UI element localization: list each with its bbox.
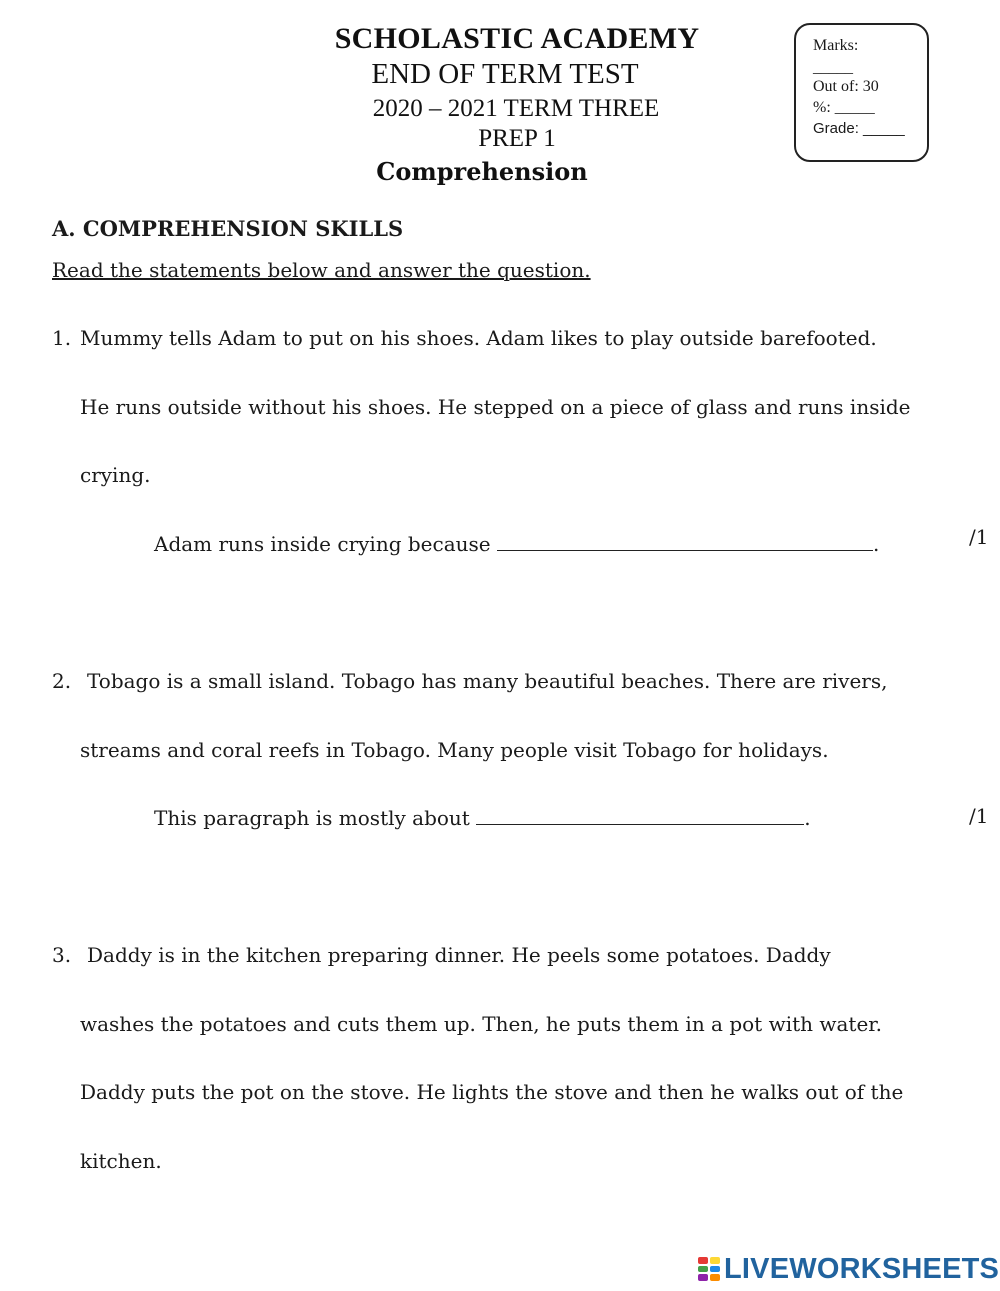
question-3-line-4: kitchen. — [80, 1149, 162, 1173]
question-1-line-3: crying. — [80, 463, 151, 487]
question-2-prompt: This paragraph is mostly about — [154, 806, 470, 830]
question-3-number: 3. — [52, 943, 72, 967]
marks-blank: _____ — [813, 59, 853, 76]
question-2-line-2: streams and coral reefs in Tobago. Many people visit Tobago for holidays. — [80, 738, 829, 762]
question-1-line-1: Mummy tells Adam to put on his shoes. Adam likes to play outside barefooted. — [80, 326, 877, 350]
logo-grid-icon — [698, 1257, 720, 1281]
liveworksheets-logo — [698, 1253, 999, 1285]
question-2-mark: /1 — [969, 804, 989, 828]
marks-label: Marks: — [813, 37, 859, 54]
question-3-line-2: washes the potatoes and cuts them up. Then, he puts them in a pot with water. — [80, 1012, 883, 1036]
term-label: 2020 – 2021 TERM THREE — [372, 95, 660, 122]
question-1-answer-row — [154, 532, 879, 556]
test-title: END OF TERM TEST — [371, 58, 639, 90]
marks-box — [794, 23, 929, 162]
question-1-mark: /1 — [969, 525, 989, 549]
question-1-answer-end: . — [872, 532, 880, 556]
question-1-answer-blank[interactable] — [497, 532, 873, 551]
grade-label: Grade: _____ — [813, 120, 905, 137]
question-3-line-1: Daddy is in the kitchen preparing dinner. He peels some potatoes. Daddy — [87, 943, 831, 967]
percent-label: %: _____ — [813, 99, 875, 116]
section-title: A. COMPREHENSION SKILLS — [52, 216, 404, 241]
section-instruction: Read the statements below and answer the question. — [52, 258, 591, 282]
school-name: SCHOLASTIC ACADEMY — [334, 22, 700, 55]
question-2-number: 2. — [52, 669, 72, 693]
question-1-number: 1. — [52, 326, 72, 350]
question-1-line-2: He runs outside without his shoes. He stepped on a piece of glass and runs inside — [80, 395, 911, 419]
question-2-answer-end: . — [804, 806, 811, 830]
logo-text: LIVEWORKSHEETS — [724, 1252, 1000, 1285]
question-1-prompt: Adam runs inside crying because — [154, 532, 491, 556]
question-3-line-3: Daddy puts the pot on the stove. He lights the stove and then he walks out of the — [80, 1080, 904, 1104]
class-label: PREP 1 — [478, 125, 556, 152]
out-of-label: Out of: 30 — [813, 78, 879, 95]
question-2-answer-row — [154, 806, 811, 830]
question-2-answer-blank[interactable] — [476, 806, 804, 825]
question-2-line-1: Tobago is a small island. Tobago has many beautiful beaches. There are rivers, — [87, 669, 888, 693]
subject-title: Comprehension — [376, 157, 588, 186]
